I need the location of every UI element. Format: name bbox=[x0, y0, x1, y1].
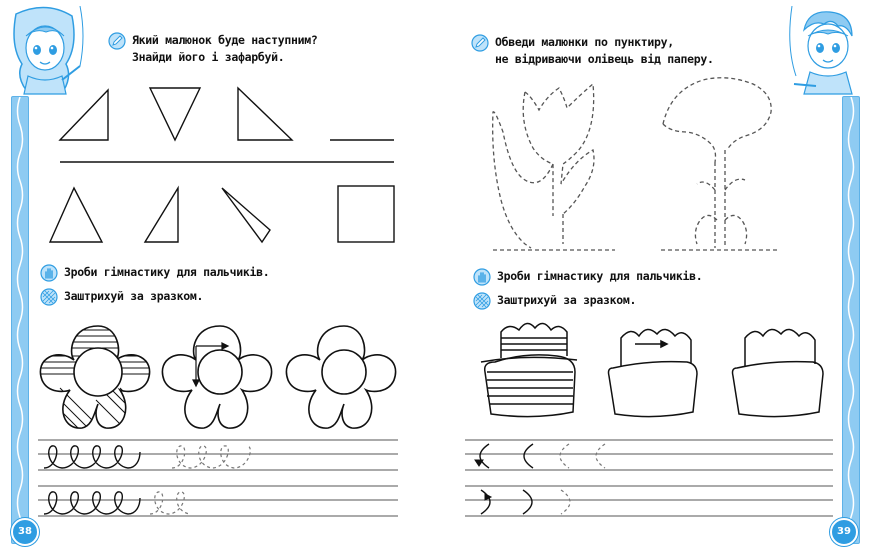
arc-writing-row-2 bbox=[481, 490, 532, 514]
triangle-slanted bbox=[222, 188, 270, 242]
right-page bbox=[435, 0, 870, 554]
arc-dotted-row-2 bbox=[561, 490, 570, 514]
page-number: 38 bbox=[11, 518, 39, 546]
triangle-up bbox=[50, 188, 102, 242]
loop-dotted-row-2 bbox=[150, 492, 190, 514]
basket-blank bbox=[733, 329, 824, 416]
dotted-carnation bbox=[661, 78, 779, 250]
flower-demo bbox=[162, 326, 271, 428]
arc-writing-row-1 bbox=[480, 444, 533, 468]
right-exercises bbox=[435, 0, 870, 554]
diagonal-pattern-bottom bbox=[50, 388, 160, 450]
task-line-2: Знайди його і зафарбуй. bbox=[132, 50, 285, 64]
task-text: Заштрихуй за зразком. bbox=[64, 289, 204, 303]
triangle-left-right bbox=[60, 90, 108, 140]
page-number: 39 bbox=[830, 518, 858, 546]
basket-demo bbox=[609, 329, 698, 416]
triangle-right bbox=[238, 88, 292, 140]
loop-writing-row-1 bbox=[44, 446, 140, 468]
basket-sample bbox=[481, 323, 577, 416]
task-text: Зроби гімнастику для пальчиків. bbox=[64, 265, 270, 279]
square bbox=[338, 186, 394, 242]
task-line-1: Який малюнок буде наступним? bbox=[132, 33, 318, 47]
task-text: Зроби гімнастику для пальчиків. bbox=[497, 269, 703, 283]
loop-writing-row-2 bbox=[44, 492, 140, 514]
dotted-tulip bbox=[493, 84, 615, 250]
triangle-tall-right bbox=[145, 188, 178, 242]
flower-blank bbox=[286, 326, 395, 428]
triangle-down bbox=[150, 88, 200, 140]
stroke-arrows bbox=[475, 460, 491, 500]
arc-dotted-row-1 bbox=[560, 444, 605, 468]
task-line-1: Обведи малюнки по пунктиру, bbox=[495, 35, 674, 49]
task-line-2: не відриваючи олівець від паперу. bbox=[495, 52, 714, 66]
task-text: Заштрихуй за зразком. bbox=[497, 293, 637, 307]
loop-dotted-row-1 bbox=[172, 446, 250, 468]
